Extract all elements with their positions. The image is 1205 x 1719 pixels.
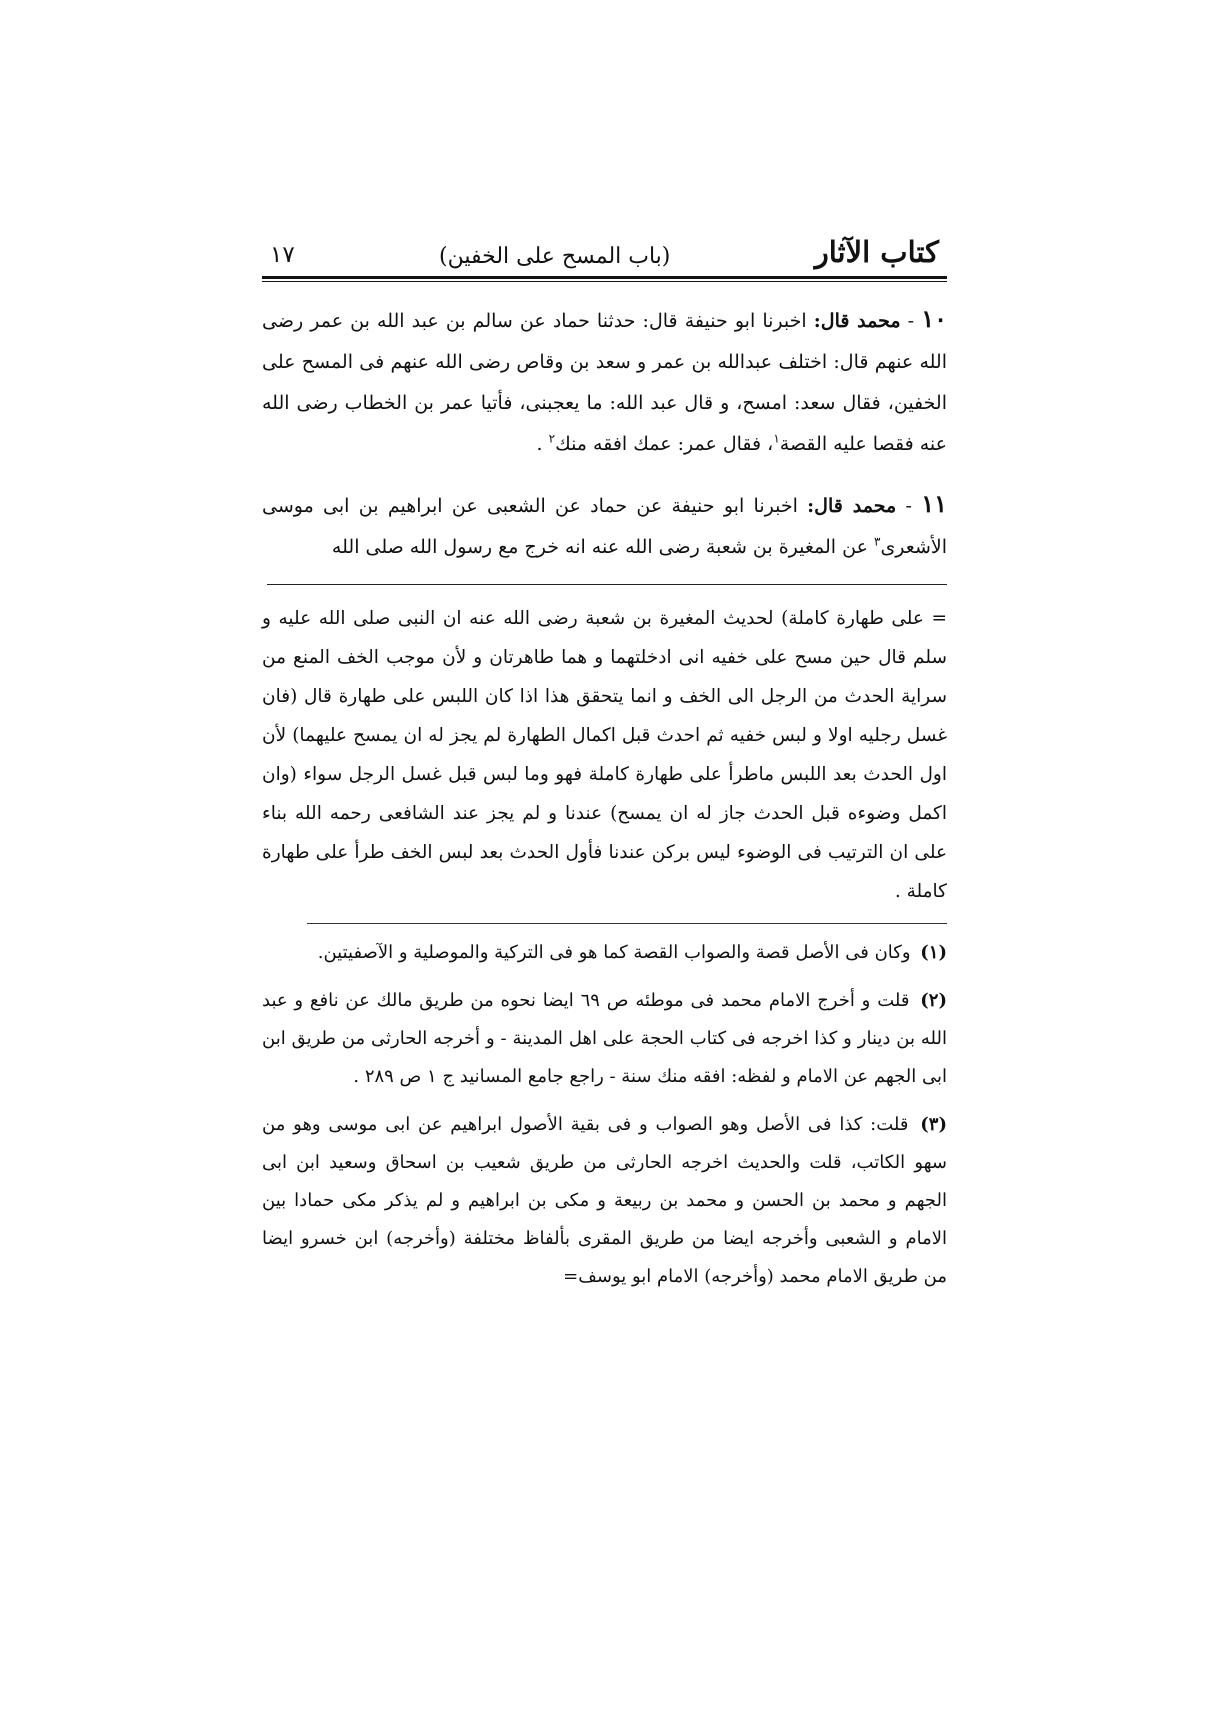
footnote-separator-rule: [307, 923, 947, 924]
header-rule-thin: [262, 281, 947, 282]
chapter-title: (باب المسح على الخفين): [439, 243, 671, 269]
section-text: اخبرنا ابو حنيفة عن حماد عن الشعبى عن ابراهيم بن ابى موسى الأشعرى: [262, 495, 947, 558]
footnote-item: [262, 934, 947, 972]
page-number: ١٧: [270, 242, 295, 269]
section-number: ١٠: [921, 304, 947, 333]
book-title: كتاب الآثار: [814, 235, 939, 270]
footnote-item: [262, 982, 947, 1096]
section-dash: -: [900, 310, 915, 332]
footnote-reference[interactable]: ١: [773, 431, 780, 446]
footnote-reference[interactable]: ٢: [548, 431, 556, 446]
footnote-reference[interactable]: ٣: [873, 534, 881, 549]
footnote-text: قلت: كذا فى الأصل وهو الصواب و فى بقية الأصول ابراهيم عن ابى موسى وهو من سهو الكاتب، قلت والحديث اخرجه الحارثى من طريق شعيب بن اسحاق وسعيد ابن ابى الجهم و محمد بن الحسن و محمد بن ربيعة و مكى بن ابراهيم و لم يذكر مكى حمادا بين الامام و الشعبى وأخرجه ايضا من طريق المقرى بألفاظ مختلفة (وأخرجه) ابن خسرو ايضا من طريق الامام محمد (وأخرجه) الامام ابو يوسف=: [262, 1114, 947, 1287]
section-narrator: محمد قال:: [813, 310, 901, 332]
header-rule-thick: [262, 276, 947, 279]
section-text: اخبرنا ابو حنيفة قال: حدثنا حماد عن سالم بن عبد الله بن عمر رضى الله عنهم قال: اختلف عبدالله بن عمر و سعد بن وقاص رضى الله عنهم فى المسح على الخفين، فقال سعد: امسح، و قال عبد الله: ما يعجبنى، فأتيا عمر بن الخطاب رضى الله عنه فقصا عليه القصة: [262, 310, 947, 455]
footnotes: [262, 934, 947, 1296]
hadith-section-11: [262, 483, 947, 568]
section-dash: -: [896, 495, 912, 517]
footnote-marker: (٣): [920, 1114, 947, 1135]
section-number: ١١: [921, 489, 947, 518]
body-separator-rule: [267, 584, 947, 585]
section-text-continued: ، فقال عمر: عمك افقه منك: [555, 433, 774, 455]
section-text-continued: عن المغيرة بن شعبة رضى الله عنه انه خرج مع رسول الله صلى الله: [331, 536, 874, 558]
section-text-end: .: [536, 433, 549, 455]
footnote-text: قلت و أخرج الامام محمد فى موطئه ص ٦٩ ايضا نحوه من طريق مالك عن نافع و عبد الله بن دينار و كذا اخرجه فى كتاب الحجة على اهل المدينة - و أخرجه الحارثى من طريق ابن ابى الجهم عن الامام و لفظه: افقه منك سنة - راجع جامع المسانيد ج ١ ص ٢٨٩ .: [262, 990, 947, 1087]
footnote-marker: (١): [920, 942, 947, 963]
footnote-item: [262, 1106, 947, 1296]
section-narrator: محمد قال:: [807, 495, 897, 517]
footnote-marker: (٢): [920, 990, 947, 1011]
running-header: [262, 222, 947, 270]
commentary-continuation: = على طهارة كاملة) لحديث المغيرة بن شعبة رضى الله عنه ان النبى صلى الله عليه و سلم قال حين مسح على خفيه انى ادخلتهما و هما طاهرتان و لأن موجب الخف المنع من سراية الحدث من الرجل الى الخف و انما يتحقق هذا اذا كان اللبس على طهارة قال (فان غسل رجليه اولا و لبس خفيه ثم احدث قبل اكمال الطهارة لم يجز له ان يمسح عليهما) لأن اول الحدث بعد اللبس ماطرأ على طهارة كاملة فهو وما لبس قبل غسل الرجل سواء (وان اكمل وضوءه قبل الحدث جاز له ان يمسح) عندنا و لم يجز عند الشافعى رحمه الله بناء على ان الترتيب فى الوضوء ليس بركن عندنا فأول الحدث بعد لبس الخف طرأ على طهارة كاملة .: [262, 608, 947, 902]
footnote-text: وكان فى الأصل قصة والصواب القصة كما هو فى التركية والموصلية و الآصفيتين.: [317, 942, 911, 963]
book-page: [262, 222, 947, 1306]
hadith-section-10: [262, 298, 947, 465]
